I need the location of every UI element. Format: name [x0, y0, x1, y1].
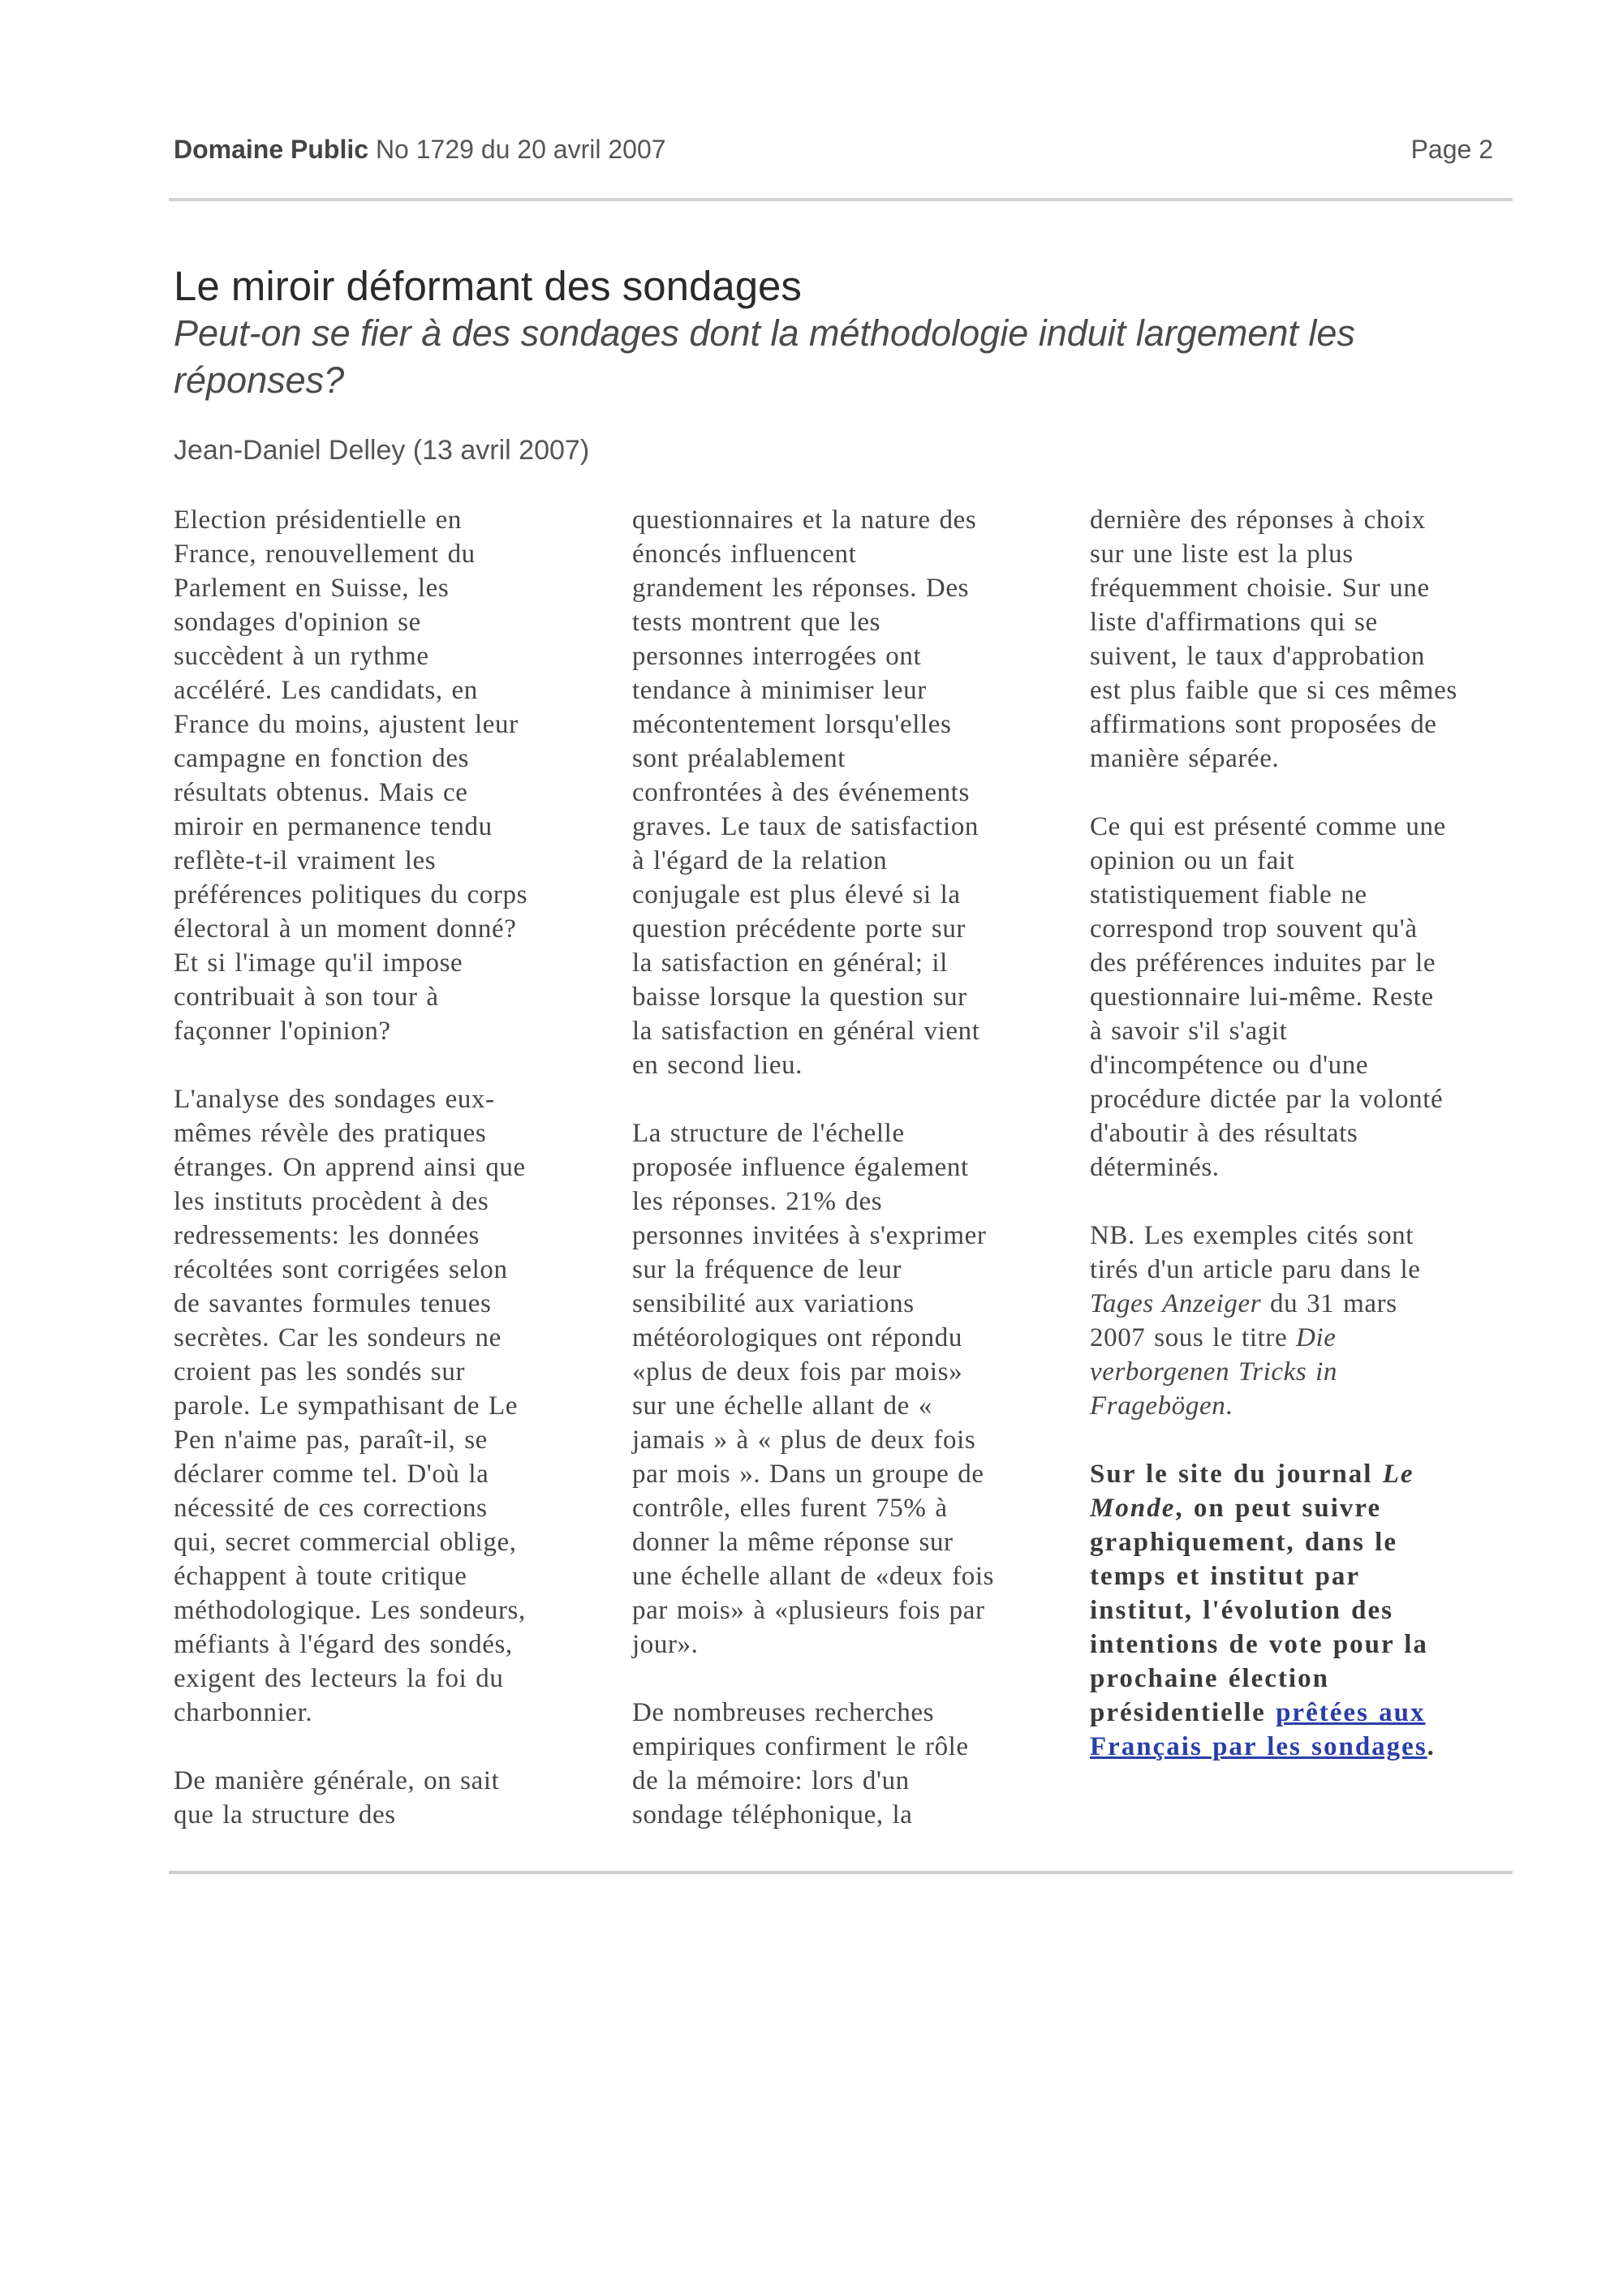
- article-ref-title: Fragebögen: [1090, 1391, 1226, 1421]
- text-line: [1090, 1696, 1528, 1730]
- text-line: à l'égard de la relation: [632, 846, 888, 875]
- text-line: opinion ou un fait: [1090, 846, 1295, 875]
- text-line: secrètes. Car les sondeurs ne: [174, 1323, 502, 1352]
- text-line: contrôle, elles furent 75% à: [632, 1494, 948, 1523]
- text-line: est plus faible que si ces mêmes: [1090, 676, 1457, 705]
- text-line: d'aboutir à des résultats: [1090, 1119, 1358, 1148]
- text-line: à savoir s'il s'agit: [1090, 1017, 1288, 1046]
- column-2: [632, 503, 1070, 1832]
- polls-link[interactable]: Français par les sondages: [1090, 1732, 1427, 1761]
- paragraph: [1090, 503, 1528, 776]
- paragraph: [1090, 810, 1528, 1185]
- text-line: des préférences induites par le: [1090, 948, 1436, 978]
- text-line: les instituts procèdent à des: [174, 1187, 489, 1216]
- text-line: personnes invitées à s'exprimer: [632, 1221, 987, 1250]
- paragraph: [632, 503, 1070, 1082]
- text-fragment: .: [1225, 1391, 1233, 1421]
- text-line: Et si l'image qu'il impose: [174, 948, 463, 978]
- text-line: exigent des lecteurs la foi du: [174, 1664, 504, 1693]
- text-line: qui, secret commercial oblige,: [174, 1528, 517, 1557]
- article-title: Le miroir déformant des sondages: [174, 263, 802, 309]
- text-fragment: Sur le site du journal: [1090, 1460, 1383, 1489]
- text-line: questionnaires et la nature des: [632, 505, 977, 535]
- text-line: miroir en permanence tendu: [174, 812, 493, 841]
- text-line: accéléré. Les candidats, en: [174, 676, 478, 705]
- paragraph-gap: [174, 1048, 612, 1082]
- text-line: prochaine élection: [1090, 1664, 1329, 1693]
- text-line: une échelle allant de «deux fois: [632, 1562, 995, 1591]
- text-line: manière séparée.: [1090, 744, 1280, 773]
- text-line: de la mémoire: lors d'un: [632, 1766, 910, 1795]
- text-line: que la structure des: [174, 1800, 396, 1829]
- text-line: sur la fréquence de leur: [632, 1255, 902, 1284]
- text-line: De nombreuses recherches: [632, 1698, 935, 1727]
- text-line: affirmations sont proposées de: [1090, 710, 1437, 739]
- text-line: [1090, 1730, 1528, 1764]
- text-line: graves. Le taux de satisfaction: [632, 812, 979, 841]
- text-line: Election présidentielle en: [174, 505, 462, 535]
- text-line: jamais » à « plus de deux fois: [632, 1425, 976, 1455]
- text-line: étranges. On apprend ainsi que: [174, 1153, 526, 1182]
- paragraph: [174, 1764, 612, 1832]
- paragraph-gap: [632, 1662, 1070, 1696]
- text-line: météorologiques ont répondu: [632, 1323, 962, 1352]
- text-line: tirés d'un article paru dans le: [1090, 1255, 1421, 1284]
- text-line: nécessité de ces corrections: [174, 1494, 488, 1523]
- subtitle-line: réponses?: [174, 359, 345, 401]
- text-line: parole. Le sympathisant de Le: [174, 1391, 519, 1421]
- text-line: façonner l'opinion?: [174, 1017, 391, 1046]
- text-fragment: présidentielle: [1090, 1698, 1276, 1727]
- text-line: la satisfaction en général; il: [632, 948, 948, 978]
- text-line: Ce qui est présenté comme une: [1090, 812, 1446, 841]
- text-line: d'incompétence ou d'une: [1090, 1051, 1369, 1080]
- paragraph: [632, 1116, 1070, 1662]
- text-line: les réponses. 21% des: [632, 1187, 883, 1216]
- paragraph-gap: [1090, 1185, 1528, 1219]
- text-fragment: , on peut suivre: [1175, 1494, 1382, 1523]
- text-line: personnes interrogées ont: [632, 642, 922, 671]
- text-line: déclarer comme tel. D'où la: [174, 1460, 489, 1489]
- text-line: Pen n'aime pas, paraît-il, se: [174, 1425, 488, 1455]
- text-line: mêmes révèle des pratiques: [174, 1119, 487, 1148]
- header-divider: [169, 198, 1513, 201]
- paragraph: [174, 503, 612, 1048]
- text-line: De manière générale, on sait: [174, 1766, 500, 1795]
- paragraph: [174, 1082, 612, 1730]
- newspaper-name: Monde: [1090, 1494, 1176, 1523]
- text-line: tendance à minimiser leur: [632, 676, 927, 705]
- text-line: proposée influence également: [632, 1153, 969, 1182]
- text-line: méthodologique. Les sondeurs,: [174, 1596, 526, 1625]
- text-line: déterminés.: [1090, 1153, 1220, 1182]
- text-line: méfiants à l'égard des sondés,: [174, 1630, 513, 1659]
- text-line: de savantes formules tenues: [174, 1289, 492, 1318]
- text-line: dernière des réponses à choix: [1090, 505, 1426, 535]
- text-line: La structure de l'échelle: [632, 1119, 905, 1148]
- column-1: [174, 503, 612, 1832]
- polls-link[interactable]: prêtées aux: [1276, 1698, 1426, 1727]
- text-line: confrontées à des événements: [632, 778, 970, 807]
- text-line: donner la même réponse sur: [632, 1528, 954, 1557]
- text-line: «plus de deux fois par mois»: [632, 1357, 963, 1387]
- paragraph: [632, 1696, 1070, 1832]
- text-line: France, renouvellement du: [174, 540, 476, 569]
- paragraph-gap: [1090, 776, 1528, 810]
- note-paragraph: [1090, 1219, 1528, 1423]
- text-line: temps et institut par: [1090, 1562, 1361, 1591]
- callout-paragraph: [1090, 1457, 1528, 1764]
- text-line: NB. Les exemples cités sont: [1090, 1221, 1414, 1250]
- text-line: préférences politiques du corps: [174, 880, 528, 909]
- text-line: sensibilité aux variations: [632, 1289, 915, 1318]
- article-subtitle: [174, 310, 1456, 404]
- text-line: statistiquement fiable ne: [1090, 880, 1367, 909]
- text-line: Parlement en Suisse, les: [174, 574, 450, 603]
- issue-info: No 1729 du 20 avril 2007: [375, 135, 666, 164]
- text-line: la satisfaction en général vient: [632, 1017, 980, 1046]
- text-line: empiriques confirment le rôle: [632, 1732, 969, 1761]
- text-line: liste d'affirmations qui se: [1090, 608, 1378, 637]
- text-line: charbonnier.: [174, 1698, 313, 1727]
- text-line: par mois» à «plusieurs fois par: [632, 1596, 985, 1625]
- footer-divider: [169, 1871, 1513, 1874]
- article-ref-title: Die: [1296, 1323, 1337, 1352]
- publication-name: Domaine Public: [174, 135, 369, 164]
- text-line: croient pas les sondés sur: [174, 1357, 466, 1387]
- text-line: questionnaire lui-même. Reste: [1090, 982, 1434, 1012]
- text-line: verborgenen Tricks in: [1090, 1357, 1337, 1387]
- text-line: graphiquement, dans le: [1090, 1528, 1397, 1557]
- text-line: suivent, le taux d'approbation: [1090, 642, 1426, 671]
- text-line: procédure dictée par la volonté: [1090, 1085, 1444, 1114]
- text-line: sondage téléphonique, la: [632, 1800, 913, 1829]
- text-line: correspond trop souvent qu'à: [1090, 914, 1418, 944]
- text-line: fréquemment choisie. Sur une: [1090, 574, 1430, 603]
- byline: Jean-Daniel Delley (13 avril 2007): [174, 435, 590, 466]
- text-line: sondages d'opinion se: [174, 608, 421, 637]
- text-line: sont préalablement: [632, 744, 846, 773]
- paragraph-gap: [174, 1730, 612, 1764]
- text-line: France du moins, ajustent leur: [174, 710, 519, 739]
- text-line: grandement les réponses. Des: [632, 574, 970, 603]
- text-line: électoral à un moment donné?: [174, 914, 517, 944]
- text-line: contribuait à son tour à: [174, 982, 439, 1012]
- text-line: [1090, 1491, 1528, 1525]
- text-line: [1090, 1321, 1528, 1355]
- text-line: [1090, 1457, 1528, 1491]
- text-line: reflète-t-il vraiment les: [174, 846, 437, 875]
- text-line: L'analyse des sondages eux-: [174, 1085, 495, 1114]
- newspaper-name: Le: [1382, 1460, 1414, 1489]
- text-line: sur une échelle allant de «: [632, 1391, 932, 1421]
- header-left: [174, 135, 666, 165]
- text-line: tests montrent que les: [632, 608, 881, 637]
- column-3: [1090, 503, 1528, 1764]
- text-fragment: du 31 mars: [1261, 1289, 1397, 1318]
- text-line: en second lieu.: [632, 1051, 803, 1080]
- paragraph-gap: [1090, 1423, 1528, 1457]
- text-line: résultats obtenus. Mais ce: [174, 778, 468, 807]
- text-line: par mois ». Dans un groupe de: [632, 1460, 984, 1489]
- text-line: jour».: [632, 1630, 699, 1659]
- page-header: [174, 135, 1493, 165]
- paragraph-gap: [632, 1082, 1070, 1116]
- text-fragment: .: [1427, 1732, 1436, 1761]
- text-line: institut, l'évolution des: [1090, 1596, 1393, 1625]
- text-line: question précédente porte sur: [632, 914, 966, 944]
- text-line: conjugale est plus élevé si la: [632, 880, 961, 909]
- text-line: [1090, 1389, 1528, 1423]
- text-line: baisse lorsque la question sur: [632, 982, 967, 1012]
- text-line: redressements: les données: [174, 1221, 480, 1250]
- text-line: intentions de vote pour la: [1090, 1630, 1428, 1659]
- text-line: énoncés influencent: [632, 540, 857, 569]
- text-line: succèdent à un rythme: [174, 642, 429, 671]
- text-line: sur une liste est la plus: [1090, 540, 1354, 569]
- page-number: Page 2: [1410, 135, 1493, 164]
- text-line: [1090, 1287, 1528, 1321]
- source-title: Tages Anzeiger: [1090, 1289, 1262, 1318]
- text-line: campagne en fonction des: [174, 744, 470, 773]
- text-line: récoltées sont corrigées selon: [174, 1255, 508, 1284]
- text-line: mécontentement lorsqu'elles: [632, 710, 952, 739]
- text-line: échappent à toute critique: [174, 1562, 467, 1591]
- subtitle-line: Peut-on se fier à des sondages dont la méthodologie induit largement les: [174, 312, 1355, 354]
- text-fragment: 2007 sous le titre: [1090, 1323, 1297, 1352]
